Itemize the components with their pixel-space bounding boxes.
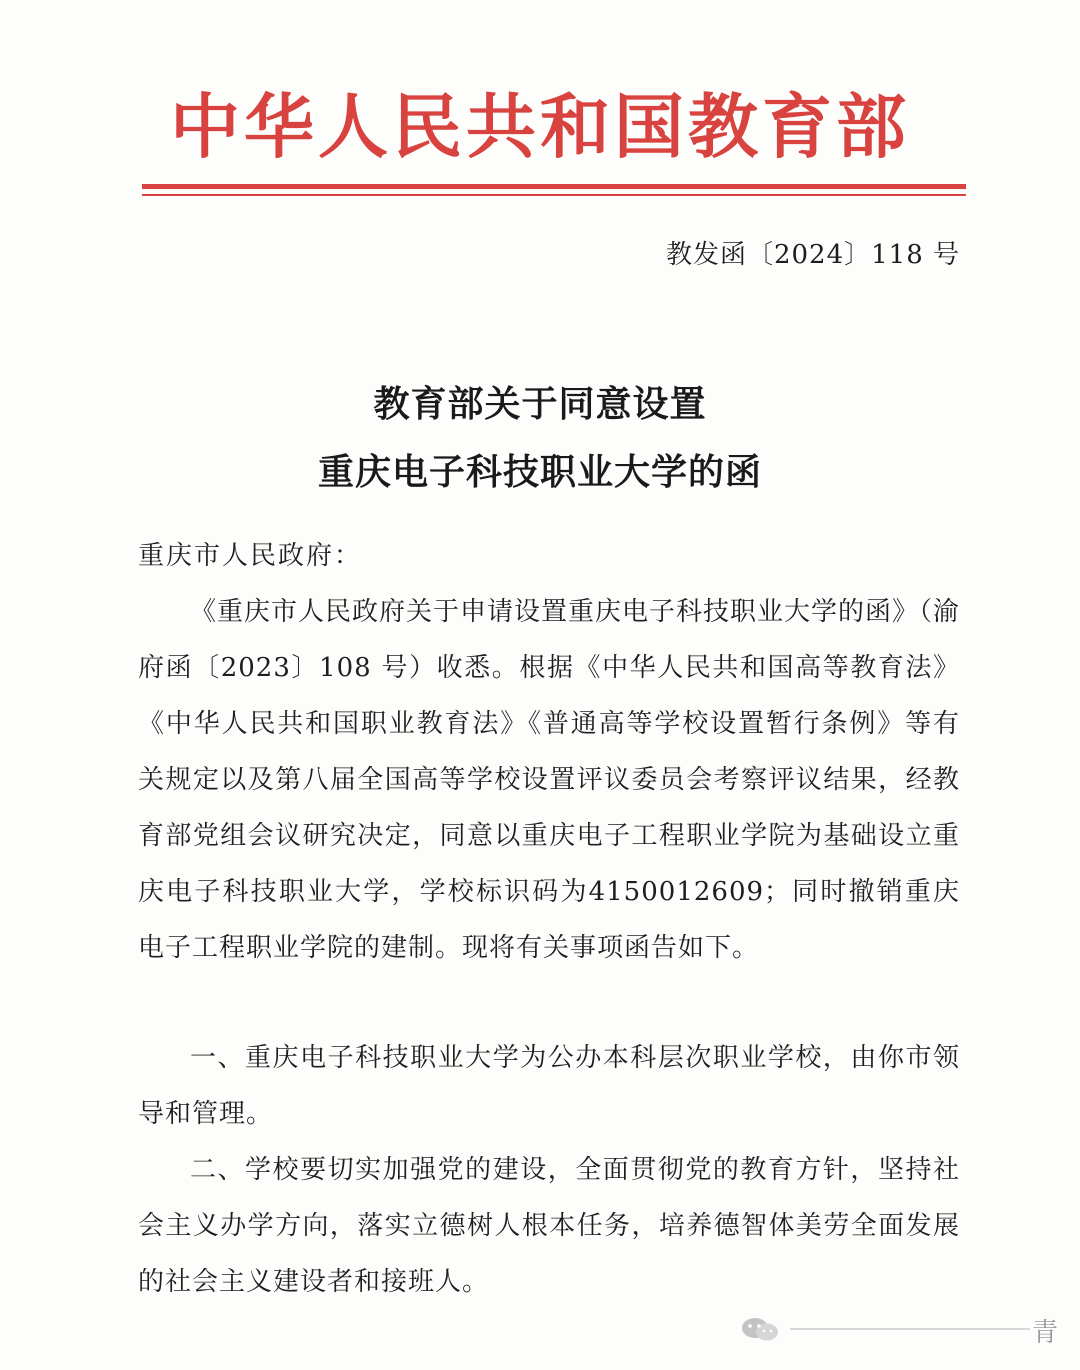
watermark-text: 青 — [1032, 1318, 1059, 1348]
body-paragraph-1 — [138, 584, 960, 976]
watermark — [740, 1306, 1070, 1350]
document-title-line-1: 教育部关于同意设置 — [373, 384, 707, 425]
document-title-line-2: 重庆电子科技职业大学的函 — [317, 452, 762, 493]
letterhead-red-rule-thin — [142, 194, 966, 196]
body-paragraph-2 — [138, 1030, 960, 1142]
body-paragraph-3 — [138, 1142, 960, 1310]
letterhead-red-rule — [142, 184, 966, 189]
paragraph-text: 《重庆市人民政府关于申请设置重庆电子科技职业大学的函》（渝府函〔2023〕108 号）收悉。根据《中华人民共和国高等教育法》《中华人民共和国职业教育法》《普通高等学校设置暂行条例》等有关规定以及第八届全国高等学校设置评议委员会考察评议结果，经教育部党组会议研究决定，同意以重庆电子工程职业学院为基础设立重庆电子科技职业大学，学校标识码为4150012609；同时撤销重庆电子工程职业学院的建制。现将有关事项函告如下。 — [138, 597, 961, 963]
document-number: 教发函〔2024〕118 号 — [665, 240, 960, 270]
watermark-line — [790, 1328, 1030, 1330]
wechat-icon — [740, 1316, 780, 1342]
paragraph-text: 二、学校要切实加强党的建设，全面贯彻党的教育方针，坚持社会主义办学方向，落实立德树人根本任务，培养德智体美劳全面发展的社会主义建设者和接班人。 — [138, 1155, 960, 1297]
salutation: 重庆市人民政府： — [138, 541, 363, 571]
paragraph-text: 一、重庆电子科技职业大学为公办本科层次职业学校，由你市领导和管理。 — [138, 1043, 960, 1129]
letterhead-title: 中华人民共和国教育部 — [170, 85, 910, 168]
